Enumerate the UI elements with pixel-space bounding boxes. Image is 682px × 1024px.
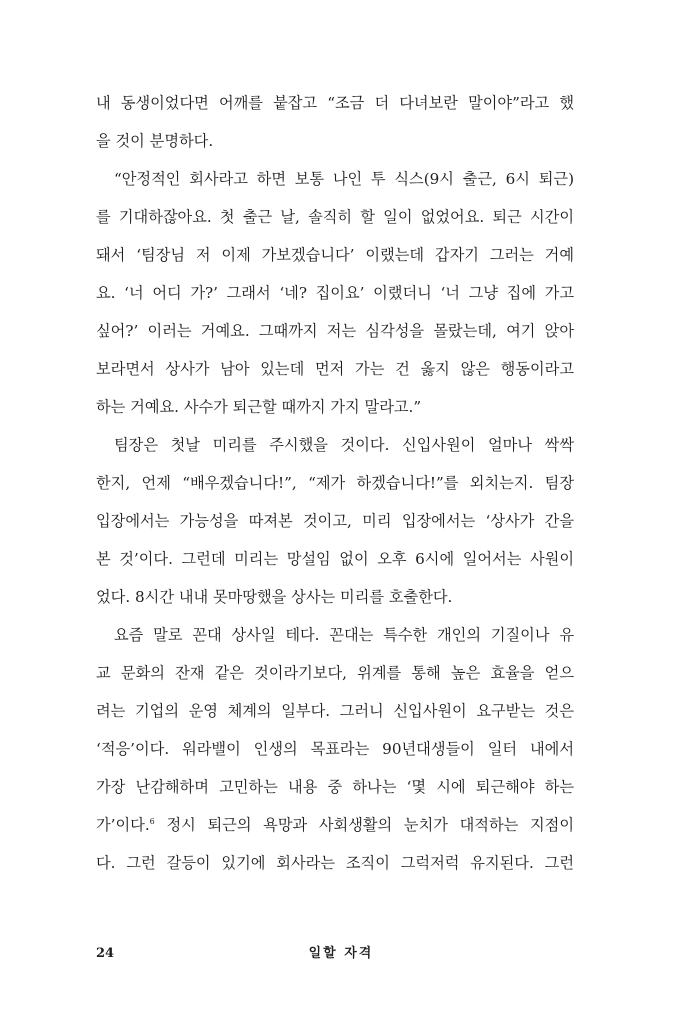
text-line <box>96 502 574 540</box>
line-text: 내 동생이었다면 어깨를 붙잡고 “조금 더 다녀보란 말이야”라고 했 <box>96 94 574 112</box>
line-text: 본 것’이다. 그런데 미리는 망설임 없이 오후 6시에 일어서는 사원이 <box>96 550 574 568</box>
text-line <box>96 426 574 464</box>
line-text: 돼서 ‘팀장님 저 이제 가보겠습니다’ 이랬는데 갑자기 그러는 거예 <box>96 246 574 264</box>
line-text: ‘적응’이다. 워라밸이 인생의 목표라는 90년대생들이 일터 내에서 <box>96 740 574 758</box>
text-line <box>96 198 574 236</box>
line-text: 한지, 언제 “배우겠습니다!”, “제가 하겠습니다!”를 외치는지. 팀장 <box>96 474 574 492</box>
body-text <box>96 84 574 882</box>
line-text: 하는 거예요. 사수가 퇴근할 때까지 가지 말라고.” <box>96 398 422 416</box>
running-title: 일할 자격 <box>308 946 374 961</box>
line-text: 려는 기업의 운영 체계의 일부다. 그러니 신입사원이 요구받는 것은 <box>96 702 574 720</box>
text-line <box>96 312 574 350</box>
page-footer <box>0 942 682 966</box>
line-text: 가’이다. <box>96 816 150 834</box>
text-line <box>96 274 574 312</box>
line-text: 었다. 8시간 내내 못마땅했을 상사는 미리를 호출한다. <box>96 588 453 606</box>
line-text: 보라면서 상사가 남아 있는데 먼저 가는 건 옳지 않은 행동이라고 <box>96 360 574 378</box>
line-text: 요. ‘너 어디 가?’ 그래서 ‘네? 집이요’ 이랬더니 ‘너 그냥 집에 가고 <box>96 284 574 302</box>
line-text: 요즘 말로 꼰대 상사일 테다. 꼰대는 특수한 개인의 기질이나 유 <box>114 626 574 644</box>
text-line <box>96 654 574 692</box>
text-line <box>96 350 574 388</box>
footnote-marker: 6 <box>149 816 155 826</box>
text-line <box>96 388 574 426</box>
line-text: “안정적인 회사라고 하면 보통 나인 투 식스(9시 출근, 6시 퇴근) <box>114 170 574 188</box>
text-line <box>96 84 574 122</box>
line-text: 팀장은 첫날 미리를 주시했을 것이다. 신입사원이 얼마나 싹싹 <box>114 436 574 454</box>
text-line <box>96 160 574 198</box>
text-line <box>96 692 574 730</box>
text-line <box>96 464 574 502</box>
text-line <box>96 540 574 578</box>
line-text: 싶어?’ 이러는 거예요. 그때까지 저는 심각성을 몰랐는데, 여기 앉아 <box>96 322 574 340</box>
line-text: 가장 난감해하며 고민하는 내용 중 하나는 ‘몇 시에 퇴근해야 하는 <box>96 778 574 796</box>
text-line <box>96 122 574 160</box>
text-line <box>96 806 574 844</box>
text-line <box>96 578 574 616</box>
text-line <box>96 768 574 806</box>
line-text: 교 문화의 잔재 같은 것이라기보다, 위계를 통해 높은 효율을 얻으 <box>96 664 574 682</box>
text-line <box>96 236 574 274</box>
line-text: 입장에서는 가능성을 따져본 것이고, 미리 입장에서는 ‘상사가 간을 <box>96 512 574 530</box>
line-text: 을 것이 분명하다. <box>96 132 214 150</box>
text-line <box>96 616 574 654</box>
text-line <box>96 730 574 768</box>
page-number: 24 <box>96 946 115 961</box>
text-line <box>96 844 574 882</box>
line-text: 다. 그런 갈등이 있기에 회사라는 조직이 그럭저럭 유지된다. 그런 <box>96 854 574 872</box>
line-text: 를 기대하잖아요. 첫 출근 날, 솔직히 할 일이 없었어요. 퇴근 시간이 <box>96 208 574 226</box>
line-text-continued: 정시 퇴근의 욕망과 사회생활의 눈치가 대적하는 지점이 <box>154 816 574 834</box>
